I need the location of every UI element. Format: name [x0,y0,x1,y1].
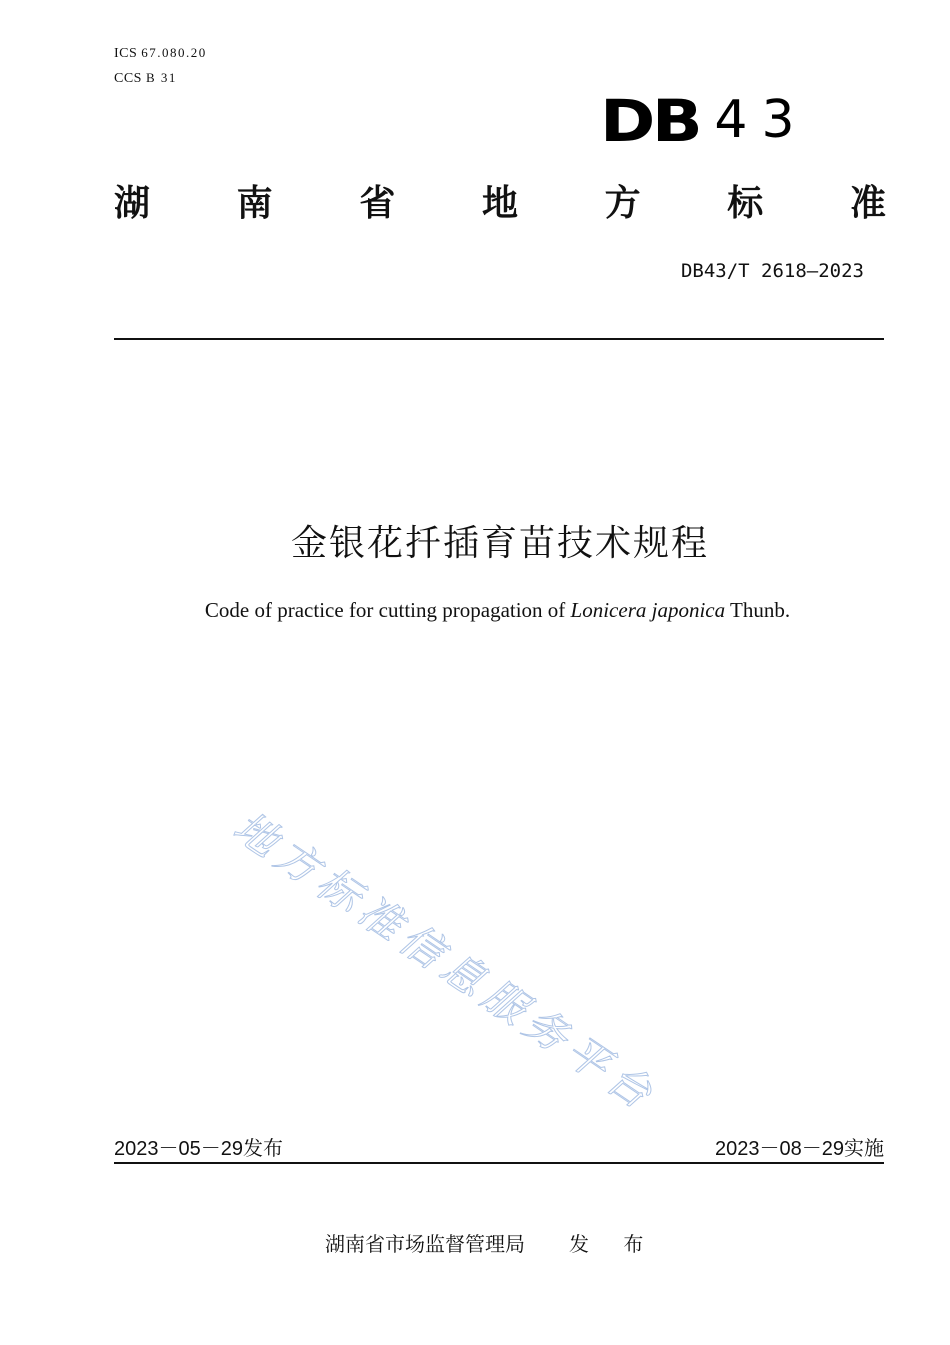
standard-mark [600,87,809,155]
bottom-divider [114,1162,884,1164]
issuer-action: 发 布 [569,1232,658,1256]
title-chinese: 金银花扦插育苗技术规程 [290,523,709,564]
watermark: 地方标准信息服务平台 [224,801,667,1122]
title-english-species: Lonicera japonica [570,598,726,622]
standard-type-char: 标 [727,183,764,224]
issue-date: 2023－05－29 [114,1138,243,1160]
ccs-code-line [114,70,177,87]
standard-type-heading [114,180,886,228]
ccs-code: B 31 [145,70,177,85]
implement-date-line [715,1132,884,1161]
standard-type-char: 南 [236,183,273,224]
issuer-line [325,1228,657,1257]
standard-number: DB43/T 2618—2023 [680,260,864,282]
title-english-prefix: Code of practice for cutting propagation of [204,598,571,622]
db-logo: DB [600,87,700,155]
standard-type-char: 准 [849,183,886,224]
implement-date: 2023－08－29 [715,1138,844,1160]
title-english-suffix: Thunb. [725,598,791,622]
standard-type-char: 湖 [114,183,151,224]
issue-label: 发布 [242,1136,283,1160]
standard-type-char: 地 [481,183,518,224]
ics-code: 67.080.20 [141,45,207,60]
ics-code-line [114,45,207,62]
implement-label: 实施 [844,1136,884,1160]
standard-type-char: 方 [604,183,641,224]
ccs-label: CCS [114,71,142,86]
region-code: 43 [714,90,809,150]
issuer-name: 湖南省市场监督管理局 [325,1232,525,1256]
ics-label: ICS [114,46,138,61]
standard-type-char: 省 [359,183,396,224]
top-divider [114,338,884,340]
title-english [0,598,950,623]
issue-date-line [114,1132,283,1161]
